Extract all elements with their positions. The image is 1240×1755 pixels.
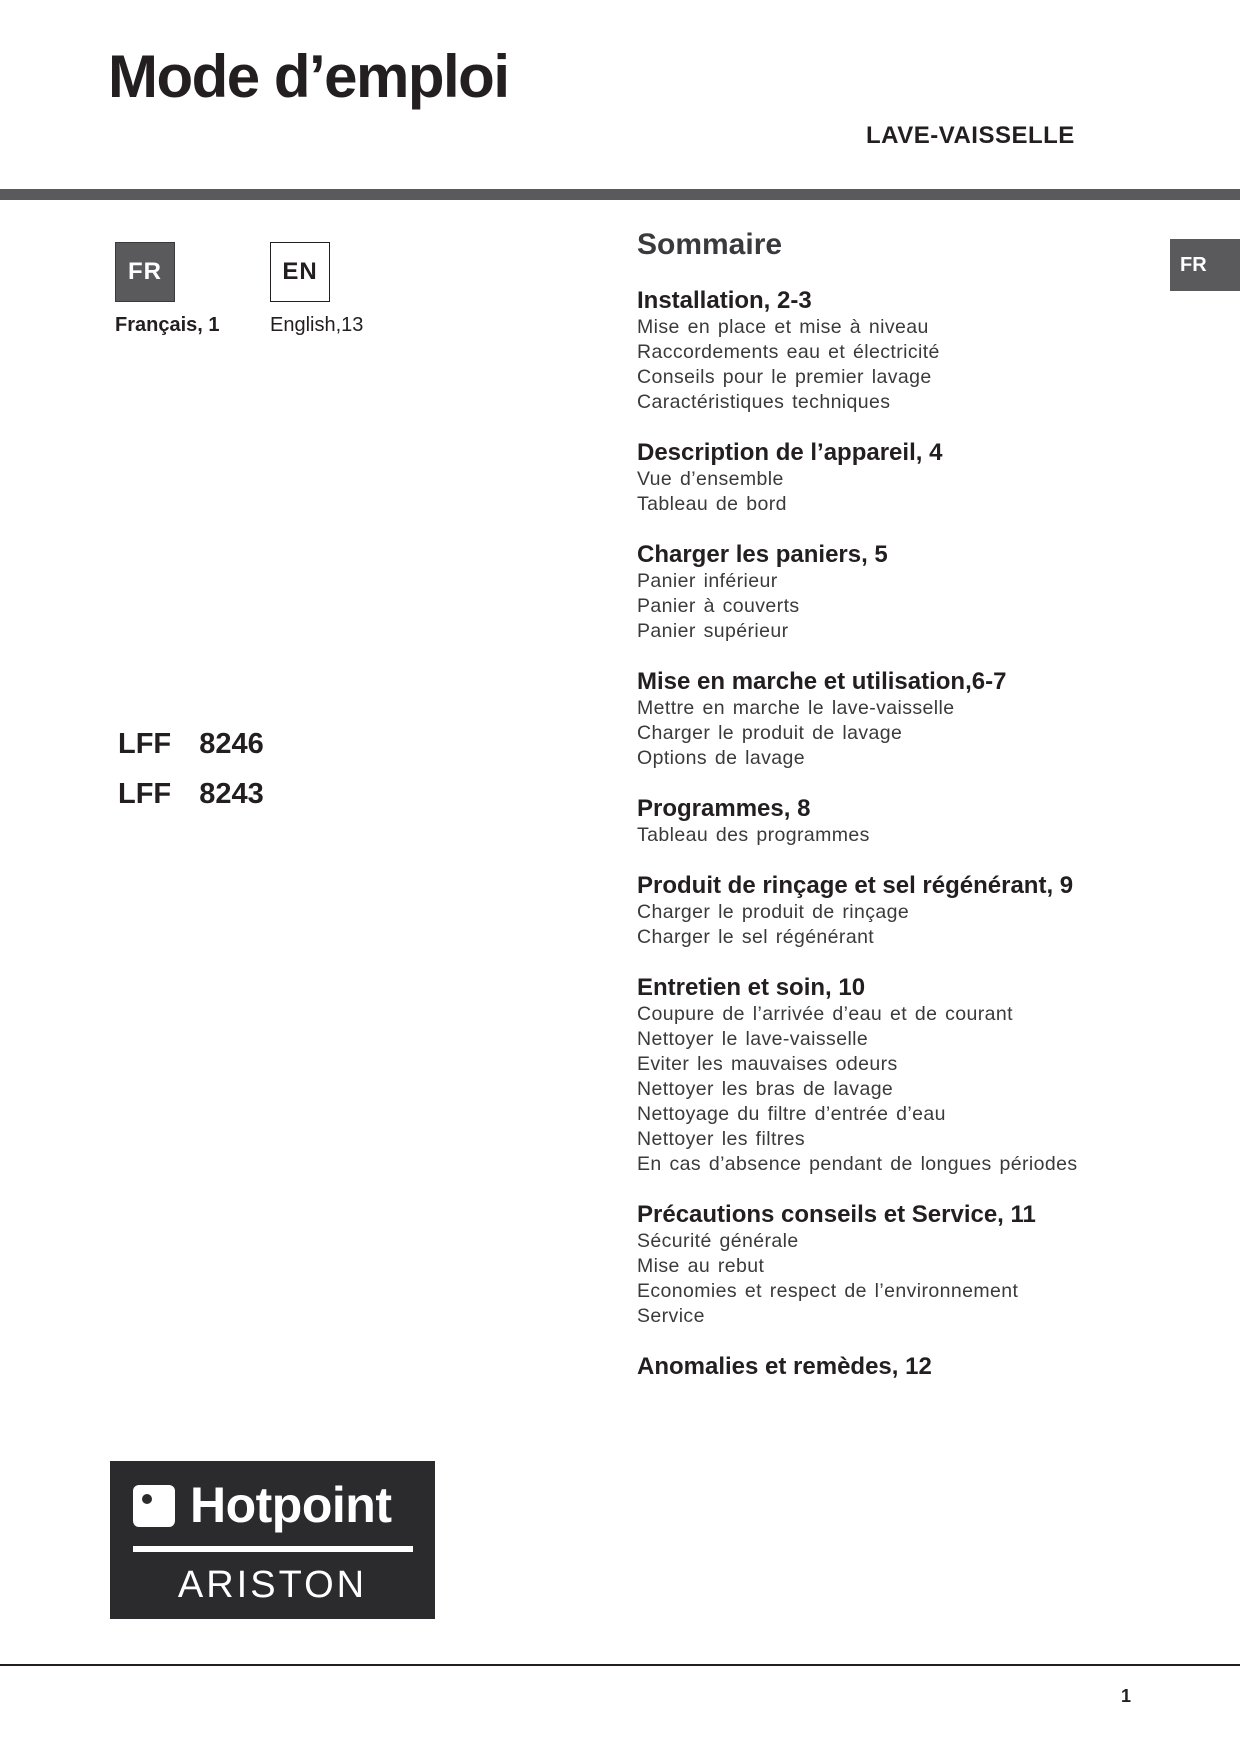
toc-sections [637, 287, 1117, 1381]
model-number: LFF 8246 [118, 728, 264, 760]
toc-item[interactable]: Charger le produit de lavage [637, 722, 903, 744]
toc-item[interactable]: Caractéristiques techniques [637, 391, 891, 413]
toc-section-title[interactable]: Mise en marche et utilisation,6-7 [637, 668, 1007, 695]
toc-item[interactable]: Mettre en marche le lave-vaisselle [637, 697, 955, 719]
lang-badge-en[interactable]: EN [270, 242, 330, 302]
toc-section [637, 795, 1117, 848]
page-title: Mode d’emploi [108, 43, 509, 110]
toc-section-title[interactable]: Anomalies et remèdes, 12 [637, 1353, 932, 1380]
toc-item[interactable]: Nettoyer le lave-vaisselle [637, 1028, 869, 1050]
lang-badge-fr[interactable]: FR [115, 242, 175, 302]
logo-divider [133, 1546, 413, 1552]
toc-item[interactable]: Panier à couverts [637, 595, 800, 617]
toc-item[interactable]: Charger le produit de rinçage [637, 901, 910, 923]
table-of-contents [637, 226, 1117, 1405]
logo-text-hotpoint: Hotpoint [190, 1477, 392, 1533]
toc-section-items [637, 569, 1117, 644]
toc-item[interactable]: Panier inférieur [637, 570, 778, 592]
toc-item[interactable]: Panier supérieur [637, 620, 789, 642]
page-number: 1 [1121, 1686, 1132, 1706]
toc-section-title[interactable]: Description de l’appareil, 4 [637, 439, 943, 466]
toc-item[interactable]: Raccordements eau et électricité [637, 341, 940, 363]
lang-label-en: English,13 [270, 314, 364, 336]
toc-item[interactable]: Mise au rebut [637, 1255, 765, 1277]
toc-section [637, 541, 1117, 644]
toc-section-items [637, 467, 1117, 517]
toc-section-title[interactable]: Précautions conseils et Service, 11 [637, 1201, 1036, 1228]
toc-item[interactable]: Coupure de l’arrivée d’eau et de courant [637, 1003, 1013, 1025]
toc-section [637, 974, 1117, 1177]
toc-section-title[interactable]: Programmes, 8 [637, 795, 811, 822]
language-side-tab: FR [1170, 239, 1240, 291]
toc-item[interactable]: Tableau des programmes [637, 824, 870, 846]
logo-text-ariston: ARISTON [177, 1564, 368, 1606]
toc-title: Sommaire [637, 228, 783, 261]
toc-section-items [637, 1229, 1117, 1329]
toc-section-title[interactable]: Entretien et soin, 10 [637, 974, 866, 1001]
lang-label-fr: Français, 1 [115, 314, 220, 336]
toc-item[interactable]: Options de lavage [637, 747, 805, 769]
toc-section-items [637, 696, 1117, 771]
toc-item[interactable]: Service [637, 1305, 705, 1327]
toc-item[interactable]: Tableau de bord [637, 493, 787, 515]
toc-section-items [637, 823, 1117, 848]
toc-item[interactable]: Nettoyer les bras de lavage [637, 1078, 894, 1100]
toc-section-title[interactable]: Produit de rinçage et sel régénérant, 9 [637, 872, 1074, 899]
product-category: LAVE-VAISSELLE [866, 122, 1075, 149]
toc-item[interactable]: Nettoyage du filtre d’entrée d’eau [637, 1103, 946, 1125]
model-number: LFF 8243 [118, 778, 264, 810]
toc-item[interactable]: Vue d’ensemble [637, 468, 784, 490]
toc-item[interactable]: Nettoyer les filtres [637, 1128, 806, 1150]
toc-item[interactable]: Eviter les mauvaises odeurs [637, 1053, 898, 1075]
toc-section [637, 872, 1117, 950]
toc-section-items [637, 315, 1117, 415]
toc-item[interactable]: Economies et respect de l’environnement [637, 1280, 1019, 1302]
toc-section [637, 668, 1117, 771]
toc-item[interactable]: Mise en place et mise à niveau [637, 316, 929, 338]
toc-section-items [637, 900, 1117, 950]
toc-section-title[interactable]: Installation, 2-3 [637, 287, 812, 314]
toc-section [637, 1201, 1117, 1329]
toc-section [637, 1353, 1117, 1381]
brand-logo [110, 1461, 435, 1619]
toc-item[interactable]: Conseils pour le premier lavage [637, 366, 932, 388]
footer-divider [0, 1664, 1240, 1666]
toc-section [637, 439, 1117, 517]
header-divider [0, 189, 1240, 200]
toc-section [637, 287, 1117, 415]
toc-section-items [637, 1002, 1117, 1177]
toc-item[interactable]: Sécurité générale [637, 1230, 799, 1252]
toc-section-title[interactable]: Charger les paniers, 5 [637, 541, 888, 568]
toc-item[interactable]: Charger le sel régénérant [637, 926, 875, 948]
toc-item[interactable]: En cas d’absence pendant de longues périodes [637, 1153, 1078, 1175]
logo-mark-icon [133, 1485, 175, 1527]
